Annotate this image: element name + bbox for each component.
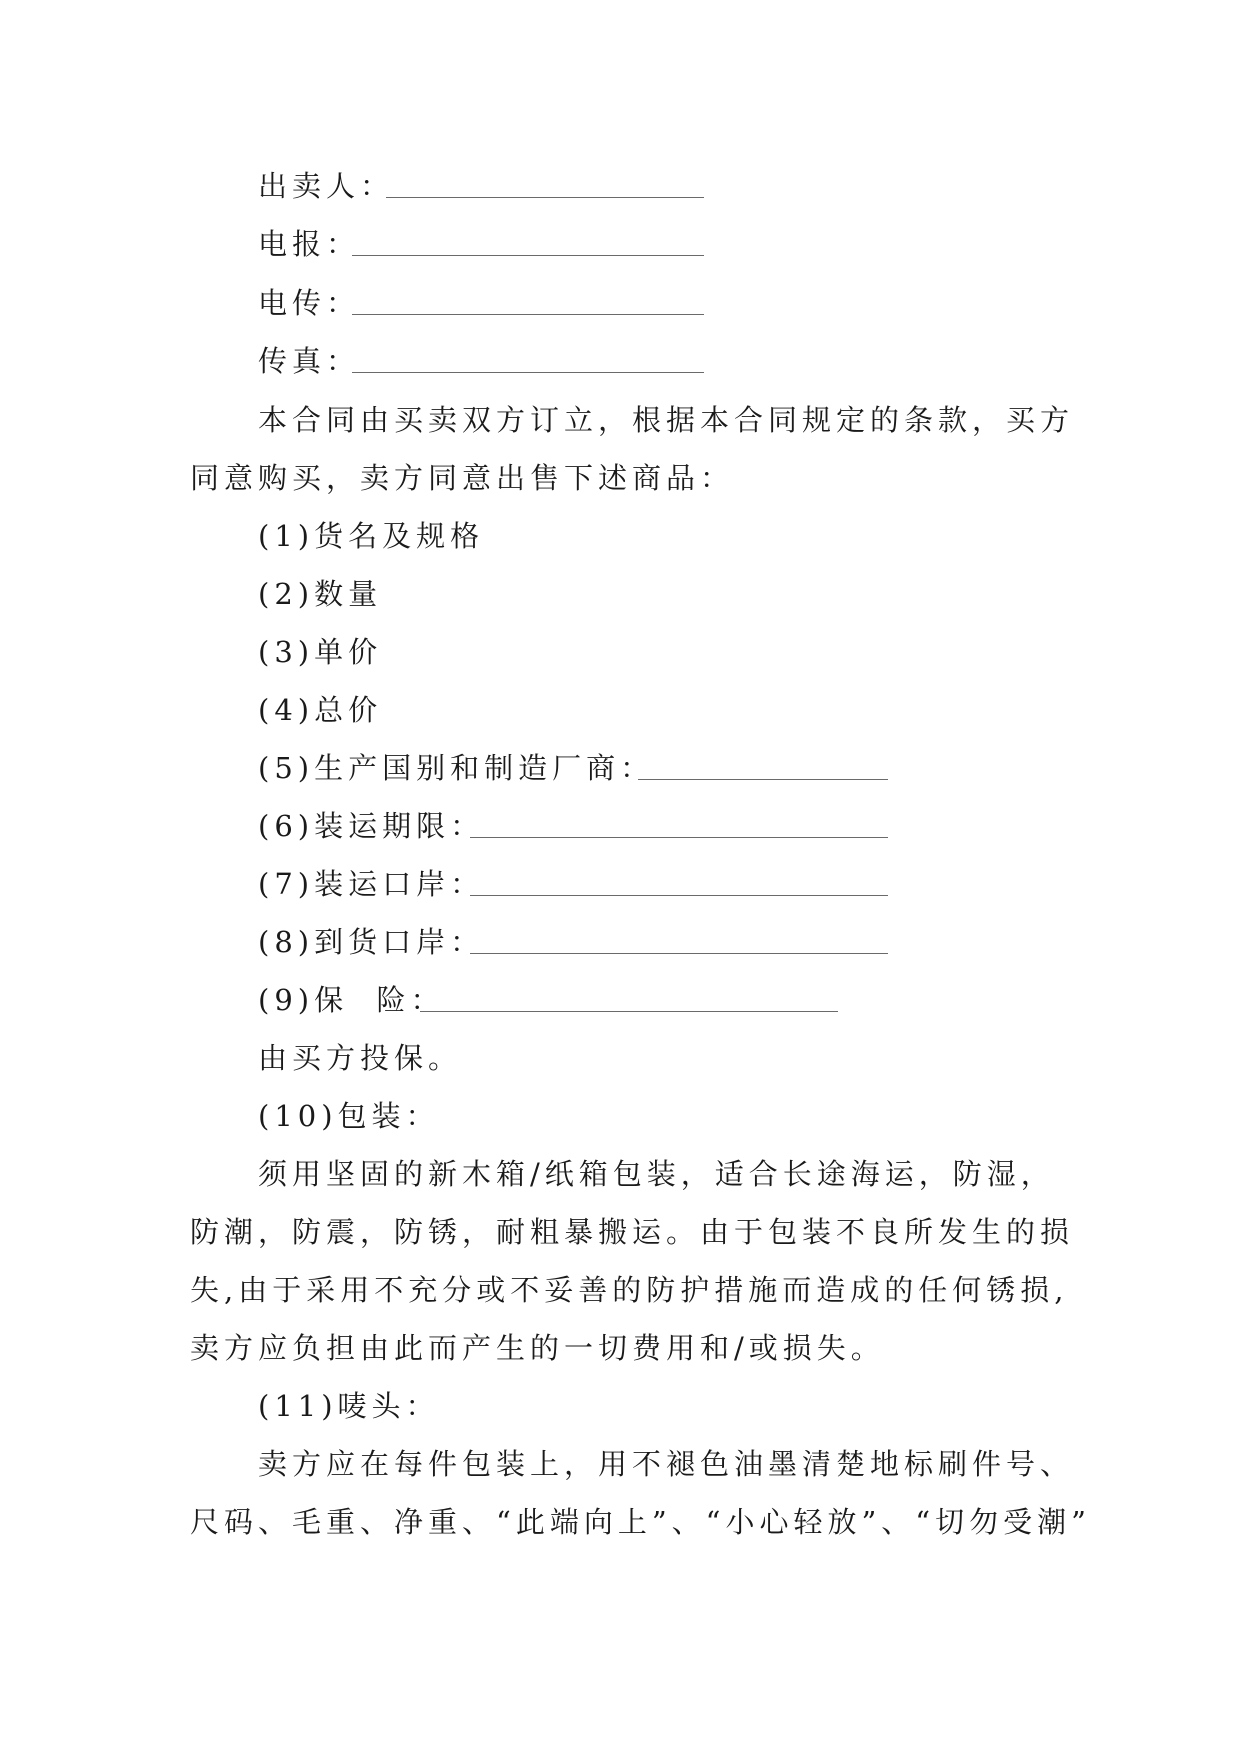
item-7-label: (7)装运口岸： bbox=[258, 867, 485, 901]
telegram-blank[interactable] bbox=[352, 255, 704, 256]
item-1: (1)货名及规格 bbox=[258, 519, 485, 553]
packing-line-2: 防潮，防震，防锈，耐粗暴搬运。由于包装不良所发生的损 bbox=[190, 1215, 1075, 1249]
item-7 bbox=[258, 864, 484, 904]
telex-field bbox=[258, 283, 360, 323]
marks-line-1: 卖方应在每件包装上，用不褪色油墨清楚地标刷件号、 bbox=[258, 1447, 1075, 1481]
insurance-note: 由买方投保。 bbox=[258, 1041, 463, 1075]
item-9-blank[interactable] bbox=[420, 1011, 838, 1012]
packing-heading: (10)包装： bbox=[258, 1099, 440, 1133]
item-3: (3)单价 bbox=[258, 635, 383, 669]
item-5-blank[interactable] bbox=[638, 779, 888, 780]
item-8-blank[interactable] bbox=[470, 953, 888, 954]
telex-label: 电传： bbox=[258, 286, 361, 320]
item-8-label: (8)到货口岸： bbox=[258, 925, 485, 959]
intro-line-2: 同意购买，卖方同意出售下述商品： bbox=[190, 461, 735, 495]
seller-label: 出卖人： bbox=[258, 169, 395, 203]
item-8 bbox=[258, 922, 484, 962]
marks-heading: (11)唛头： bbox=[258, 1389, 440, 1423]
item-2: (2)数量 bbox=[258, 577, 383, 611]
item-5-label: (5)生产国别和制造厂商： bbox=[258, 751, 655, 785]
packing-line-1: 须用坚固的新木箱/纸箱包装，适合长途海运，防湿， bbox=[258, 1157, 1055, 1191]
telegram-label: 电报： bbox=[258, 227, 361, 261]
fax-field bbox=[258, 341, 360, 381]
item-6 bbox=[258, 806, 484, 846]
item-6-label: (6)装运期限： bbox=[258, 809, 485, 843]
item-6-blank[interactable] bbox=[470, 837, 888, 838]
item-9 bbox=[258, 980, 445, 1020]
telex-blank[interactable] bbox=[352, 314, 704, 315]
fax-label: 传真： bbox=[258, 344, 361, 378]
item-4: (4)总价 bbox=[258, 693, 383, 727]
seller-blank[interactable] bbox=[386, 197, 704, 198]
intro-line-1: 本合同由买卖双方订立，根据本合同规定的条款，买方 bbox=[258, 403, 1075, 437]
marks-line-2: 尺码、毛重、净重、“此端向上”、“小心轻放”、“切勿受潮” bbox=[190, 1505, 1091, 1539]
item-9-label: (9)保 险： bbox=[258, 983, 445, 1017]
item-5 bbox=[258, 748, 654, 788]
fax-blank[interactable] bbox=[352, 372, 704, 373]
item-7-blank[interactable] bbox=[470, 895, 888, 896]
packing-line-4: 卖方应负担由此而产生的一切费用和/或损失。 bbox=[190, 1331, 885, 1365]
telegram-field bbox=[258, 224, 360, 264]
packing-line-3: 失,由于采用不充分或不妥善的防护措施而造成的任何锈损, bbox=[190, 1273, 1069, 1307]
seller-field bbox=[258, 166, 394, 206]
